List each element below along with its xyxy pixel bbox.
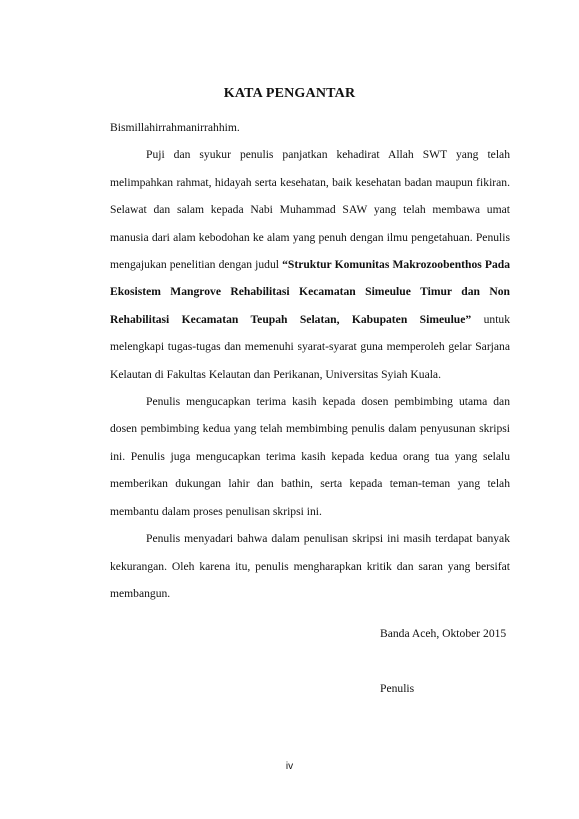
- document-body: [110, 114, 510, 607]
- signature-role: Penulis: [380, 682, 415, 695]
- paragraph-text-part-1: Puji dan syukur penulis panjatkan kehadirat Allah SWT yang telah melimpahkan rahmat, hidayah serta kesehatan, baik kesehatan badan maupun fikiran. Selawat dan salam kepada Nabi Muhammad SAW yang telah membawa umat manusia dari alam kebodohan ke alam yang penuh dengan ilmu pengetahuan. Penulis mengajukan penelitian dengan judul: [110, 148, 510, 272]
- research-title: “Struktur Komunitas Makrozoobenthos Pada Ekosistem Mangrove Rehabilitasi Kecamatan Simeulue Timur dan Non Rehabilitasi Kecamatan Teupah Selatan, Kabupaten Simeulue”: [110, 258, 510, 326]
- paragraph-thanks: Penulis mengucapkan terima kasih kepada dosen pembimbing utama dan dosen pembimbing kedua yang telah membimbing penulis dalam penyusunan skripsi ini. Penulis juga mengucapkan terima kasih kepada kedua orang tua yang selalu memberikan dukungan lahir dan bathin, serta kepada teman-teman yang telah membantu dalam proses penulisan skripsi ini.: [110, 395, 510, 518]
- opening-line: Bismillahirrahmanirrahhim.: [110, 121, 240, 134]
- page-title: KATA PENGANTAR: [223, 86, 356, 101]
- page-number: iv: [285, 761, 294, 772]
- paragraph-acknowledgement-intro: [110, 141, 510, 388]
- paragraph-text-part-2: untuk melengkapi tugas-tugas dan memenuhi syarat-syarat guna memperoleh gelar Sarjana Kelautan di Fakultas Kelautan dan Perikanan, Universitas Syiah Kuala.: [110, 312, 511, 381]
- paragraph-closing: Penulis menyadari bahwa dalam penulisan skripsi ini masih terdapat banyak kekurangan. Oleh karena itu, penulis mengharapkan kritik dan saran yang bersifat membangun.: [110, 532, 510, 600]
- signature-place-date: Banda Aceh, Oktober 2015: [380, 627, 507, 640]
